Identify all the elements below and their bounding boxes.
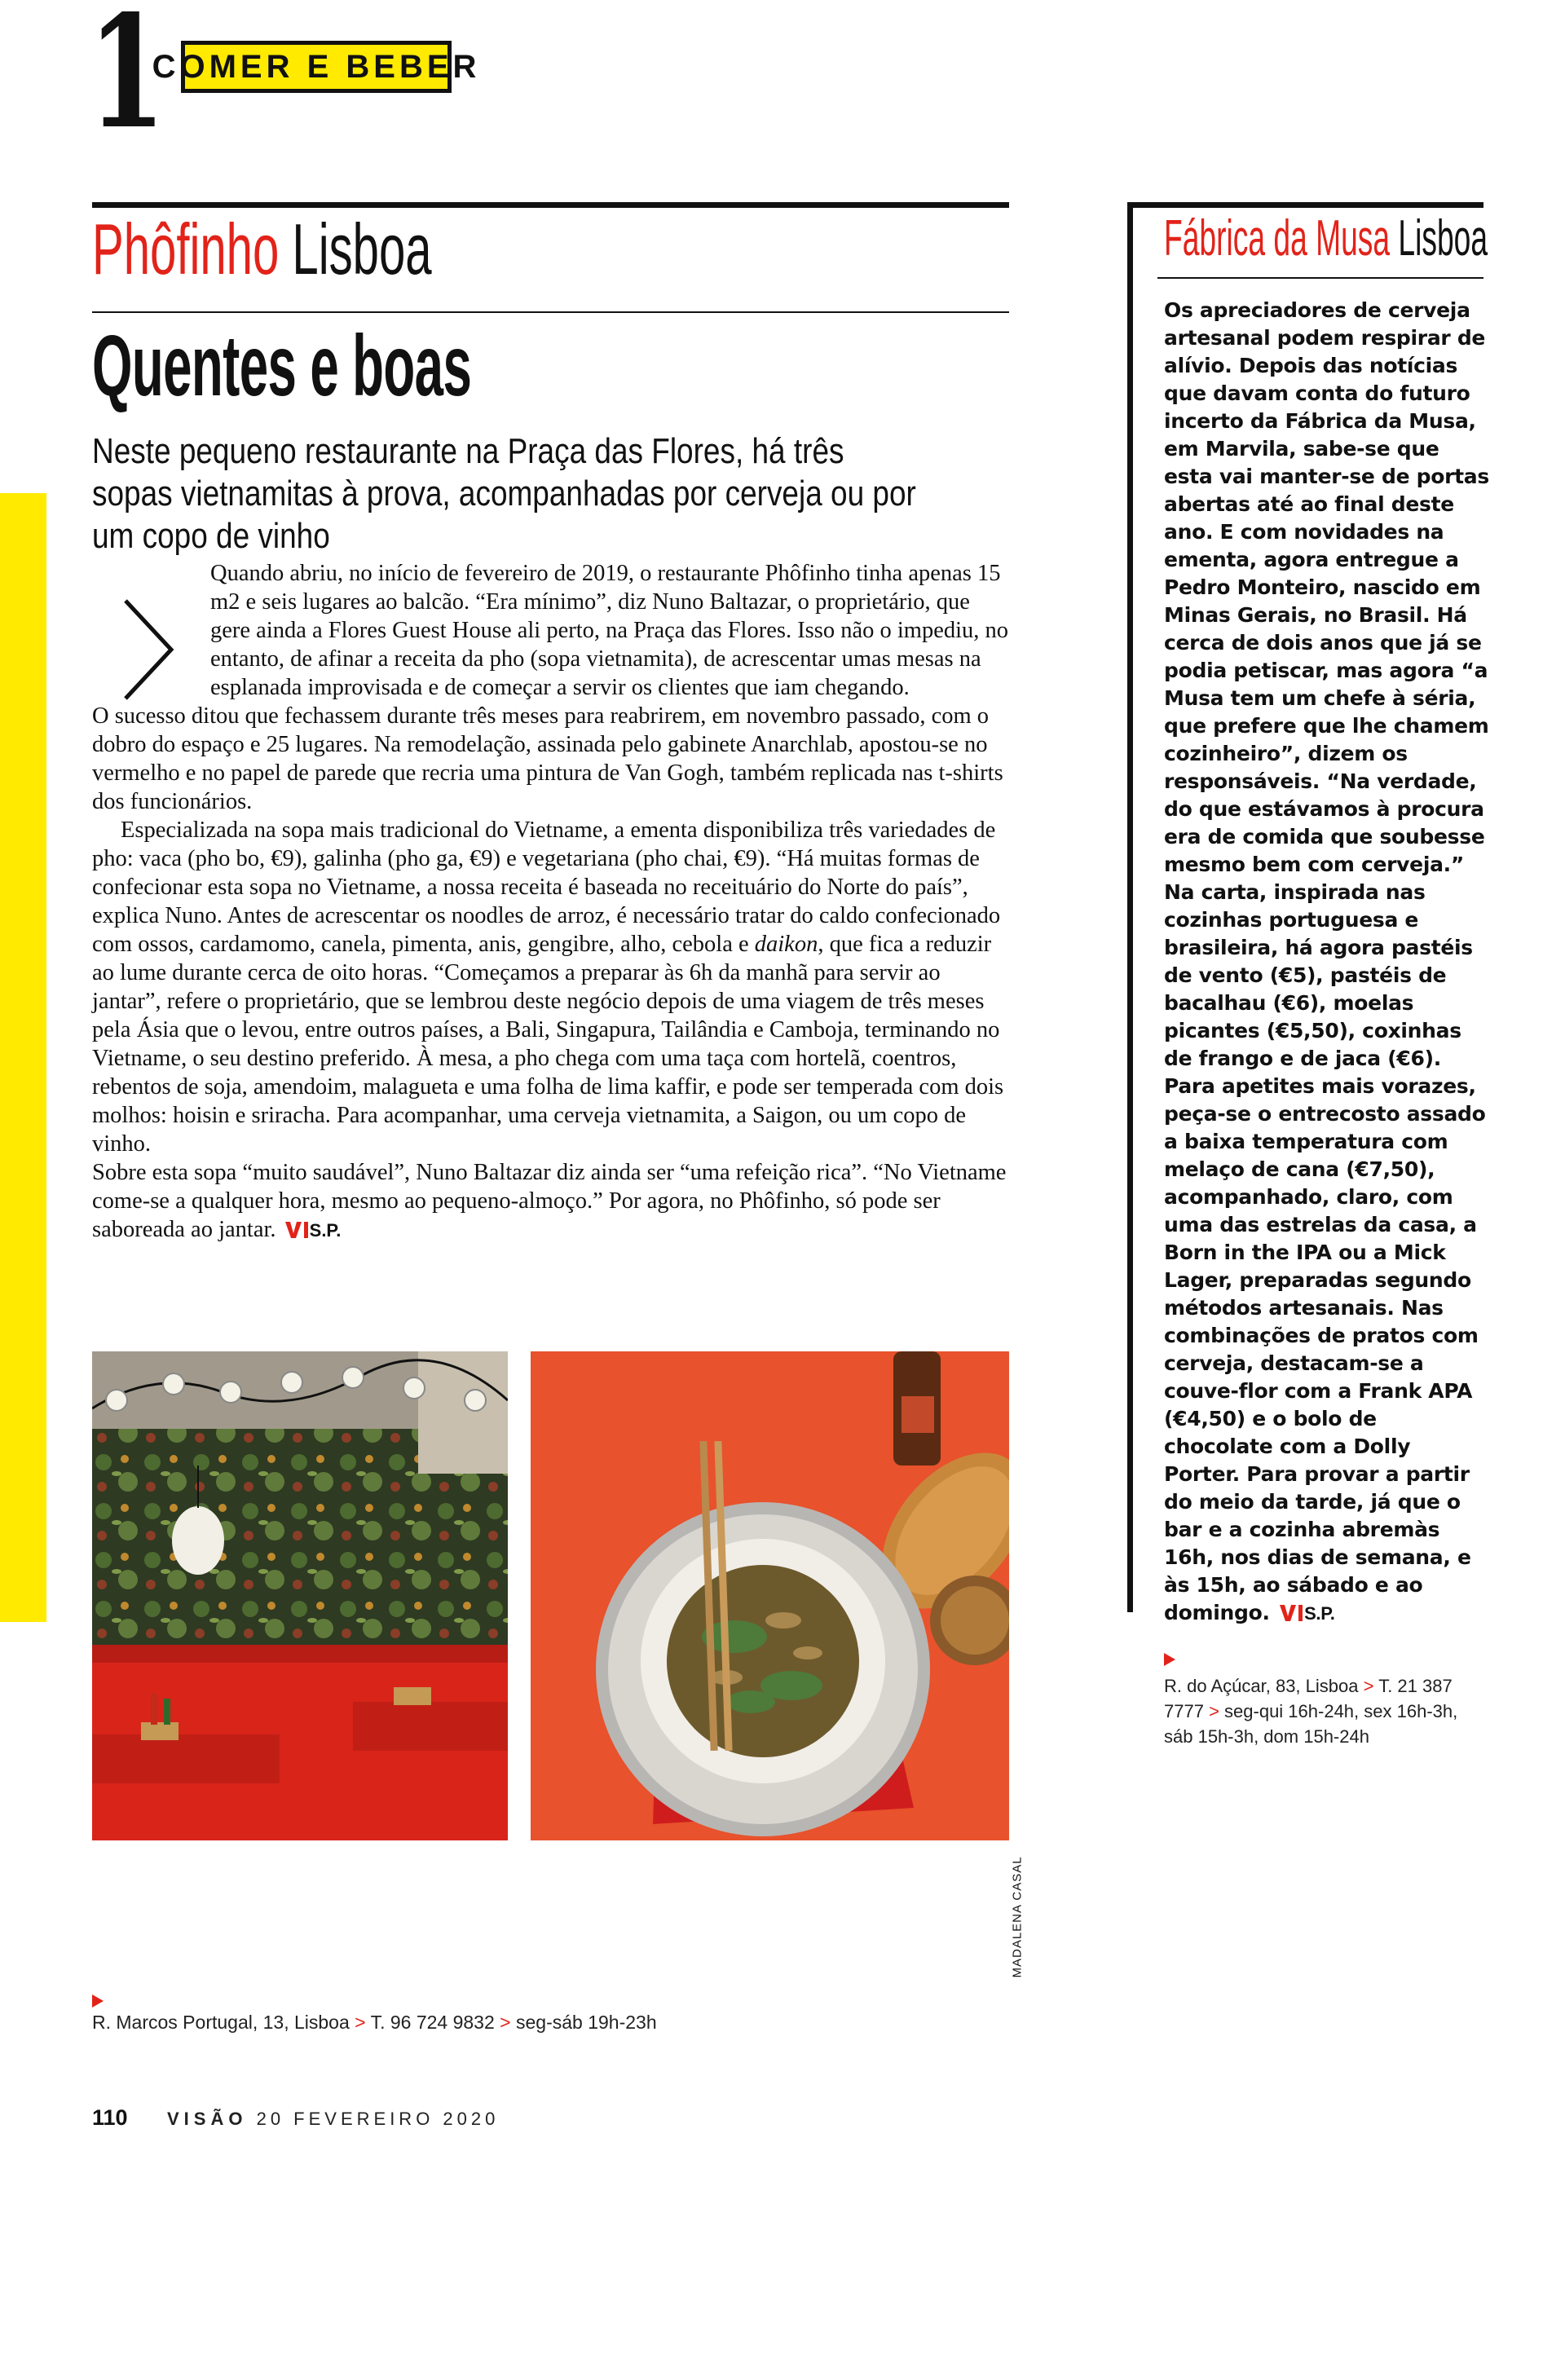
body-paragraph-2: Especializada na sopa mais tradicional do Vietname, a ementa disponibiliza três variedades de pho: vaca (pho bo, €9), galinha (pho ga, €9) e vegetariana (pho chai, €9). “Há muitas formas de confecionar esta sopa no Vietname, a nossa receita é baseada no receituário do Norte do país”, explica Nuno. Antes de acrescentar os noodles de arroz, é necessário tratar do caldo confecionado com ossos, cardamomo, canela, pimenta, anis, gengibre, alho, cebola e daikon, que fica a reduzir ao lume durante cerca de oito horas. “Começamos a preparar às 6h da manhã para servir ao jantar”, refere o proprietário, que se lembrou deste negócio depois de uma viagem de três meses pela Ásia que o levou, entre outros países, a Bali, Singapura, Tailândia e Camboja, terminando no Vietname, o seu destino preferido. À mesa, a pho chega com uma taça com hortelã, coentros, rebentos de soja, amendoim, malagueta e uma folha de lima kaffir, e pode ser temperada com dois molhos: hoisin e sriracha. Para acompanhar, uma cerveja vietnamita, a Saigon, ou um copo de vinho.: [92, 818, 1004, 1157]
kicker-restaurant-name: Phôfinho: [92, 209, 280, 289]
photo-credit: MADALENA CASAL: [1010, 1856, 1025, 1978]
section-tag: COMER E BEBER: [181, 41, 452, 93]
footer-magazine: VISÃO 20 FEVEREIRO 2020: [167, 2109, 500, 2129]
sidebar-title-rule: [1157, 277, 1483, 279]
article-standfirst: Neste pequeno restaurante na Praça das Flores, há três sopas vietnamitas à prova, acompanhadas por cerveja ou por um copo de vinho: [92, 431, 916, 556]
kicker-city: Lisboa: [279, 209, 432, 289]
pho-bowl-photo: [531, 1351, 1009, 1840]
article-signature: S.P.: [309, 1220, 342, 1241]
yellow-margin-bar: [0, 493, 46, 1622]
info-triangle-icon: [92, 1994, 104, 2008]
article-title-rule: [92, 311, 1009, 313]
sidebar-title: Fábrica da Musa Lisboa: [1164, 210, 1488, 267]
visao-logo-icon: [1280, 1603, 1304, 1621]
sidebar-info: R. do Açúcar, 83, Lisboa > T. 21 387 7777 > seg-qui 16h-24h, sex 16h-3h, sáb 15h-3h, dom 15h-24h: [1164, 1676, 1458, 1747]
article-body: [92, 559, 1009, 1245]
restaurant-info: R. Marcos Portugal, 13, Lisboa > T. 96 724 9832 > seg-sáb 19h-23h: [92, 2012, 657, 2033]
section-number: 1: [88, 0, 166, 163]
sidebar-vertical-rule: [1127, 202, 1133, 1612]
sidebar-top-rule: [1127, 202, 1483, 208]
body-paragraph-1a: Quando abriu, no início de fevereiro de 2019, o restaurante Phôfinho tinha apenas 15 m2 e seis lugares ao balcão. “Era mínimo”, diz Nuno Baltazar, o proprietário, que gere ainda a Flores Guest House ali perto, na Praça das Flores. Isso não o impediu, no entanto, de afinar a receita da pho (sopa vietnamita), de acrescentar umas mesas na esplanada improvisada e de começar a servir os clientes que iam chegando.: [210, 561, 1009, 700]
sidebar-signature: S.P.: [1304, 1603, 1335, 1624]
body-paragraph-1b: O sucesso ditou que fechassem durante três meses para reabrirem, em novembro passado, com o dobro do espaço e 25 lugares. Na remodelação, assinada pelo gabinete Anarchlab, apostou-se no vermelho e no papel de parede que recria uma pintura de Van Gogh, também replicada nas t-shirts dos funcionários.: [92, 703, 1003, 814]
sidebar-body: Os apreciadores de cerveja artesanal podem respirar de alívio. Depois das notícias que davam conta do futuro incerto da Fábrica da Musa, em Marvila, sabe-se que esta vai manter-se de portas abertas até ao final deste ano. E com novidades na ementa, agora entregue a Pedro Monteiro, nascido em Minas Gerais, no Brasil. Há cerca de dois anos que já se podia petiscar, mas agora “a Musa tem um chefe à séria, que prefere que lhe chamem cozinheiro”, dizem os responsáveis. “Na verdade, do que estávamos à procura era de comida que soubesse mesmo bem com cerveja.” Na carta, inspirada nas cozinhas portuguesa e brasileira, há agora pastéis de vento (€5), pastéis de bacalhau (€6), moelas picantes (€5,50), coxinhas de frango e de jaca (€6). Para apetites mais vorazes, peça-se o entrecosto assado a baixa temperatura com melaço de cana (€7,50), acompanhado, claro, com uma das estrelas da casa, a Born in the IPA ou a Mick Lager, preparadas segundo métodos artesanais. Nas combinações de pratos com cerveja, destacam-se a couve-flor com a Frank APA (€4,50) e o bolo de chocolate com a Dolly Porter. Para provar a partir do meio da tarde, já que o bar e a cozinha abremàs 16h, nos dias de semana, e às 15h, ao sábado e ao domingo. S.P.: [1164, 298, 1489, 1624]
article-top-rule: [92, 202, 1009, 208]
restaurant-interior-photo-frame: [92, 1351, 508, 1840]
visao-logo-icon: [285, 1220, 310, 1238]
body-paragraph-3: Sobre esta sopa “muito saudável”, Nuno Baltazar diz ainda ser “uma refeição rica”. “No Vietname come-se a qualquer hora, mesmo ao pequeno-almoço.” Por agora, no Phôfinho, só pode ser saboreada ao jantar. S.P.: [92, 1160, 1007, 1242]
article-kicker: [92, 209, 432, 289]
article-headline: Quentes e boas: [92, 318, 472, 414]
page-number: 110: [92, 2105, 128, 2130]
sidebar-info-triangle-icon: [1164, 1653, 1175, 1666]
